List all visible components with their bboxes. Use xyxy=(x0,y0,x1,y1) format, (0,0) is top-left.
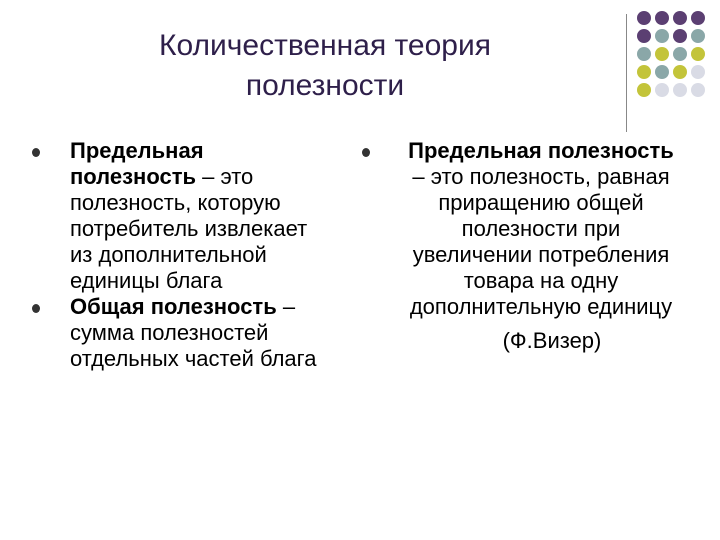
term: Предельная полезность xyxy=(408,138,674,163)
slide-title-line-1: Количественная теория xyxy=(159,29,491,62)
slide-title-line-2: полезности xyxy=(245,69,405,102)
dot xyxy=(673,65,687,79)
definition: – это полезность, равная приращению общей полезности при увеличении потребления товара на одну дополнительную единицу xyxy=(409,164,673,319)
bullet-icon xyxy=(32,304,40,313)
dot xyxy=(637,11,651,25)
dot xyxy=(673,29,687,43)
dot xyxy=(655,65,669,79)
dot xyxy=(691,11,705,25)
decorative-vertical-line xyxy=(626,14,627,132)
dot xyxy=(655,47,669,61)
dot xyxy=(655,11,669,25)
dot xyxy=(691,83,705,97)
dot xyxy=(637,47,651,61)
dot xyxy=(637,29,651,43)
definition: – это полезность, которую потребитель извлекает из дополнительной единицы блага xyxy=(70,164,308,293)
list-item xyxy=(32,294,332,372)
left-column xyxy=(32,138,332,372)
list-item xyxy=(32,138,332,294)
dot xyxy=(655,83,669,97)
term: Предельная полезность xyxy=(70,138,204,189)
author-attribution: (Ф.Визер) xyxy=(502,328,602,353)
slide-title xyxy=(60,26,590,106)
right-column xyxy=(362,138,682,354)
list-item xyxy=(362,138,682,320)
dot xyxy=(673,47,687,61)
dot xyxy=(673,83,687,97)
bullet-icon xyxy=(32,148,40,157)
decorative-dot-grid xyxy=(634,8,718,112)
definition: – сумма полезностей отдельных частей блага xyxy=(70,294,317,371)
dot xyxy=(673,11,687,25)
term: Общая полезность xyxy=(70,294,277,319)
dot xyxy=(691,65,705,79)
dot xyxy=(637,83,651,97)
dot xyxy=(691,47,705,61)
bullet-icon xyxy=(362,148,370,157)
dot xyxy=(691,29,705,43)
dot xyxy=(655,29,669,43)
dot xyxy=(637,65,651,79)
